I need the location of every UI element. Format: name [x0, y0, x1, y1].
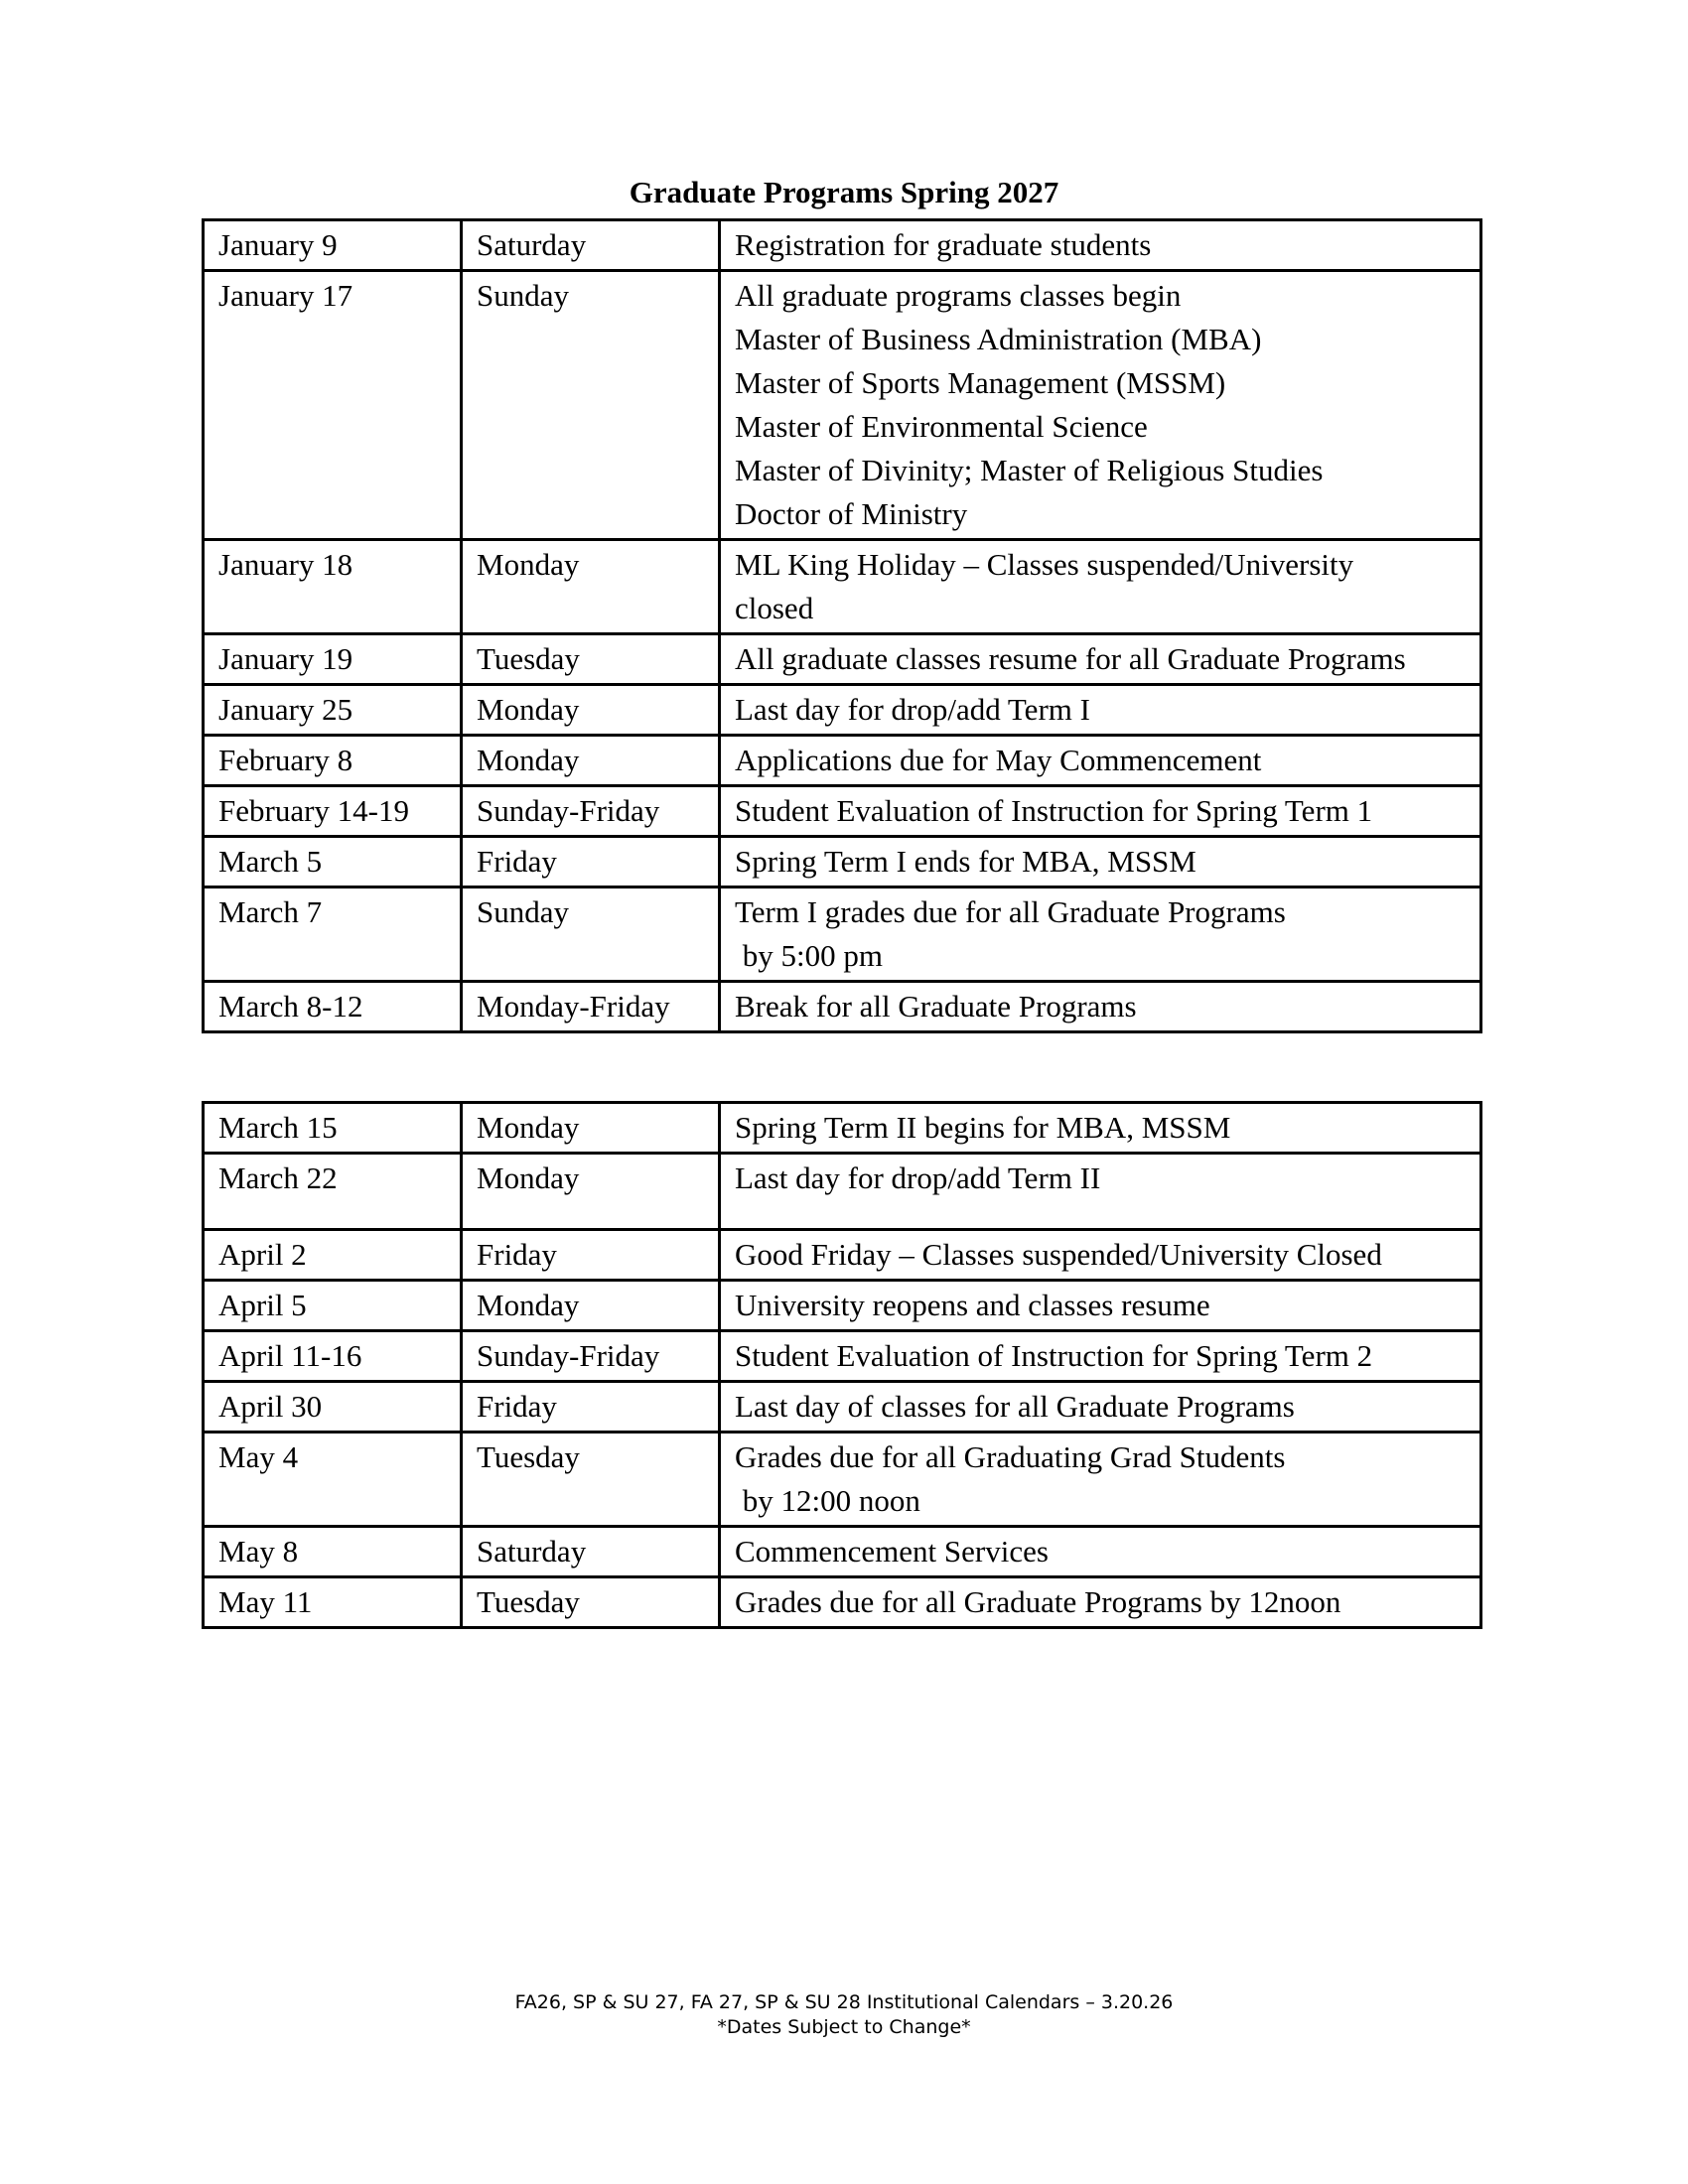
event-cell — [720, 1382, 1481, 1433]
footer-calendar-note: FA26, SP & SU 27, FA 27, SP & SU 28 Institutional Calendars – 3.20.26 — [514, 1991, 1174, 2013]
event-line: Master of Business Administration (MBA) — [735, 322, 1262, 356]
event-cell — [720, 634, 1481, 685]
event-cell — [720, 1527, 1481, 1577]
date-cell: March 7 — [204, 887, 462, 982]
day-cell: Monday — [462, 685, 720, 736]
event-cell — [720, 736, 1481, 786]
event-line: All graduate classes resume for all Graduate Programs — [735, 641, 1406, 676]
day-cell: Friday — [462, 1230, 720, 1281]
date-cell: January 9 — [204, 220, 462, 271]
day-cell: Monday-Friday — [462, 982, 720, 1032]
table-row — [204, 634, 1481, 685]
event-line: Term I grades due for all Graduate Programs — [735, 894, 1286, 929]
event-line: Student Evaluation of Instruction for Spring Term 2 — [735, 1338, 1373, 1373]
table-row — [204, 1433, 1481, 1527]
day-cell: Monday — [462, 1103, 720, 1154]
table-row — [204, 982, 1481, 1032]
table-row — [204, 1103, 1481, 1154]
table-row — [204, 1577, 1481, 1628]
day-cell: Sunday — [462, 271, 720, 540]
event-line: Applications due for May Commencement — [735, 743, 1262, 777]
event-cell — [720, 220, 1481, 271]
day-cell: Saturday — [462, 220, 720, 271]
event-line: Last day for drop/add Term I — [735, 692, 1090, 727]
event-line: Good Friday – Classes suspended/University Closed — [735, 1237, 1382, 1272]
date-cell: April 2 — [204, 1230, 462, 1281]
event-cell — [720, 786, 1481, 837]
date-cell: January 17 — [204, 271, 462, 540]
event-line: closed — [735, 591, 814, 625]
event-line: ML King Holiday – Classes suspended/University — [735, 547, 1354, 582]
event-cell — [720, 1230, 1481, 1281]
table-row — [204, 685, 1481, 736]
table-row — [204, 1527, 1481, 1577]
footer-disclaimer: *Dates Subject to Change* — [717, 2016, 971, 2038]
event-cell — [720, 982, 1481, 1032]
event-cell — [720, 1154, 1481, 1230]
date-cell: March 15 — [204, 1103, 462, 1154]
event-line: Master of Environmental Science — [735, 409, 1148, 444]
table-row — [204, 1281, 1481, 1331]
event-line: Grades due for all Graduate Programs by 12noon — [735, 1584, 1341, 1619]
day-cell: Saturday — [462, 1527, 720, 1577]
day-cell: Monday — [462, 540, 720, 634]
table-row — [204, 837, 1481, 887]
table-row — [204, 786, 1481, 837]
table-row — [204, 1382, 1481, 1433]
event-cell — [720, 540, 1481, 634]
event-cell — [720, 1103, 1481, 1154]
event-line: Student Evaluation of Instruction for Spring Term 1 — [735, 793, 1373, 828]
event-line: by 12:00 noon — [735, 1483, 920, 1518]
event-cell — [720, 271, 1481, 540]
event-line: Spring Term II begins for MBA, MSSM — [735, 1110, 1231, 1145]
event-line: Doctor of Ministry — [735, 496, 968, 531]
date-cell: January 25 — [204, 685, 462, 736]
table-row — [204, 887, 1481, 982]
date-cell: May 8 — [204, 1527, 462, 1577]
event-cell — [720, 1577, 1481, 1628]
table-row — [204, 271, 1481, 540]
event-line: Break for all Graduate Programs — [735, 989, 1137, 1024]
event-line: Master of Sports Management (MSSM) — [735, 365, 1226, 400]
table-row — [204, 220, 1481, 271]
page-footer — [0, 1990, 1688, 2040]
date-cell: March 8-12 — [204, 982, 462, 1032]
event-line: Commencement Services — [735, 1534, 1049, 1569]
event-line: Master of Divinity; Master of Religious Studies — [735, 453, 1324, 487]
schedule-table-1 — [202, 218, 1482, 1033]
event-cell — [720, 1331, 1481, 1382]
event-line: Last day for drop/add Term II — [735, 1160, 1101, 1195]
event-line: Spring Term I ends for MBA, MSSM — [735, 844, 1196, 879]
day-cell: Tuesday — [462, 634, 720, 685]
day-cell: Sunday-Friday — [462, 1331, 720, 1382]
day-cell: Monday — [462, 736, 720, 786]
day-cell: Monday — [462, 1154, 720, 1230]
event-line: Registration for graduate students — [735, 227, 1152, 262]
event-line: Grades due for all Graduating Grad Students — [735, 1439, 1286, 1474]
date-cell: January 18 — [204, 540, 462, 634]
event-line: by 5:00 pm — [735, 938, 883, 973]
date-cell: May 4 — [204, 1433, 462, 1527]
event-cell — [720, 685, 1481, 736]
date-cell: April 11-16 — [204, 1331, 462, 1382]
event-line: Last day of classes for all Graduate Programs — [735, 1389, 1295, 1424]
date-cell: April 5 — [204, 1281, 462, 1331]
table-row — [204, 540, 1481, 634]
table-row — [204, 736, 1481, 786]
day-cell: Monday — [462, 1281, 720, 1331]
cell-spacer — [735, 1200, 1466, 1226]
day-cell: Tuesday — [462, 1433, 720, 1527]
date-cell: January 19 — [204, 634, 462, 685]
date-cell: May 11 — [204, 1577, 462, 1628]
page-title: Graduate Programs Spring 2027 — [629, 175, 1059, 209]
day-cell: Friday — [462, 1382, 720, 1433]
table-row — [204, 1331, 1481, 1382]
table-row — [204, 1230, 1481, 1281]
event-line: University reopens and classes resume — [735, 1288, 1210, 1322]
event-cell — [720, 887, 1481, 982]
table-row — [204, 1154, 1481, 1230]
date-cell: April 30 — [204, 1382, 462, 1433]
event-cell — [720, 1433, 1481, 1527]
day-cell: Tuesday — [462, 1577, 720, 1628]
event-line: All graduate programs classes begin — [735, 278, 1182, 313]
date-cell: February 14-19 — [204, 786, 462, 837]
day-cell: Friday — [462, 837, 720, 887]
day-cell: Sunday-Friday — [462, 786, 720, 837]
event-cell — [720, 1281, 1481, 1331]
date-cell: March 5 — [204, 837, 462, 887]
schedule-table-2 — [202, 1101, 1482, 1629]
date-cell: March 22 — [204, 1154, 462, 1230]
date-cell: February 8 — [204, 736, 462, 786]
event-cell — [720, 837, 1481, 887]
day-cell: Sunday — [462, 887, 720, 982]
